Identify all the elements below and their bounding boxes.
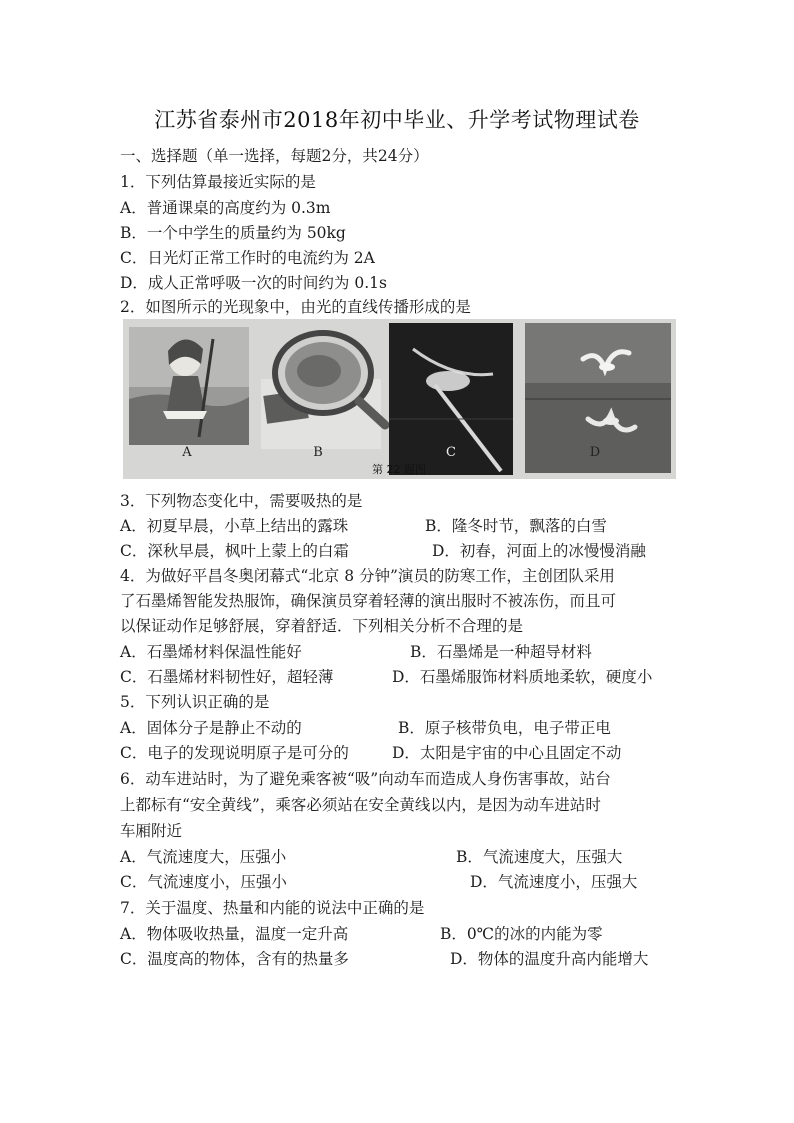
question-1-option-b: B．一个中学生的质量约为 50kg bbox=[120, 224, 346, 242]
question-6-stem-line-3: 车厢附近 bbox=[120, 822, 183, 840]
question-7-option-b: B．0℃的冰的内能为零 bbox=[440, 925, 603, 943]
question-3-option-b: B．隆冬时节，飘落的白雪 bbox=[425, 517, 607, 535]
question-5-row-1 bbox=[120, 718, 611, 738]
question-4-option-d: D．石墨烯服饰材料质地柔软，硬度小 bbox=[392, 668, 653, 686]
question-3-option-a: A．初夏早晨，小草上结出的露珠 bbox=[120, 517, 349, 535]
question-6-option-d: D．气流速度小，压强大 bbox=[470, 873, 638, 891]
page-title: 江苏省泰州市2018年初中毕业、升学考试物理试卷 bbox=[154, 108, 640, 132]
question-5-option-a: A．固体分子是静止不动的 bbox=[120, 719, 302, 737]
question-7-row-1 bbox=[120, 924, 603, 944]
question-1-stem: 1．下列估算最接近实际的是 bbox=[120, 173, 316, 191]
figure-label-a: A bbox=[182, 445, 192, 460]
question-3-option-d: D．初春，河面上的冰慢慢消融 bbox=[432, 542, 646, 560]
question-6-stem-line-2: 上都标有“安全黄线”，乘客必须站在安全黄线以内，是因为动车进站时 bbox=[120, 796, 601, 814]
photo-a-reflection bbox=[129, 327, 249, 445]
question-6-option-a: A．气流速度大，压强小 bbox=[120, 848, 287, 866]
question-7-stem: 7．关于温度、热量和内能的说法中正确的是 bbox=[120, 899, 425, 917]
question-4-stem-line-2: 了石墨烯智能发热服饰，确保演员穿着轻薄的演出服时不被冻伤，而且可 bbox=[120, 592, 617, 610]
question-2-stem: 2．如图所示的光现象中，由光的直线传播形成的是 bbox=[120, 298, 471, 316]
question-5-option-b: B．原子核带负电，电子带正电 bbox=[398, 719, 611, 737]
question-6-row-2 bbox=[120, 872, 638, 892]
question-7-row-2 bbox=[120, 949, 649, 969]
question-4-option-b: B．石墨烯是一种超导材料 bbox=[410, 643, 592, 661]
question-4-row-2 bbox=[120, 667, 653, 687]
figure-label-c: C bbox=[446, 445, 456, 460]
question-7-option-d: D．物体的温度升高内能增大 bbox=[450, 950, 649, 968]
question-7-option-c: C．温度高的物体，含有的热量多 bbox=[120, 950, 349, 968]
question-5-option-d: D．太阳是宇宙的中心且固定不动 bbox=[392, 744, 622, 762]
question-6-row-1 bbox=[120, 847, 623, 867]
question-3-row-2 bbox=[120, 541, 646, 561]
question-6-stem-line-1: 6．动车进站时，为了避免乘客被“吸”向动车而造成人身伤害事故，站台 bbox=[120, 770, 611, 788]
figure-label-d: D bbox=[589, 445, 601, 460]
question-4-option-c: C．石墨烯材料韧性好，超轻薄 bbox=[120, 668, 334, 686]
question-3-option-c: C．深秋早晨，枫叶上蒙上的白霜 bbox=[120, 542, 349, 560]
question-4-row-1 bbox=[120, 642, 592, 662]
question-1-option-a: A．普通课桌的高度约为 0.3m bbox=[120, 199, 331, 217]
question-2-figure bbox=[123, 319, 676, 479]
question-6-option-b: B．气流速度大，压强大 bbox=[456, 848, 623, 866]
question-7-option-a: A．物体吸收热量，温度一定升高 bbox=[120, 925, 349, 943]
question-1-option-c: C．日光灯正常工作时的电流约为 2A bbox=[120, 249, 375, 267]
light-phenomena-photos bbox=[123, 319, 676, 479]
question-5-option-c: C．电子的发现说明原子是可分的 bbox=[120, 744, 349, 762]
question-6-option-c: C．气流速度小，压强小 bbox=[120, 873, 287, 891]
figure-caption: 第 22 题图 bbox=[372, 463, 426, 476]
figure-label-b: B bbox=[313, 445, 323, 460]
question-5-row-2 bbox=[120, 743, 622, 763]
question-4-stem-line-1: 4．为做好平昌冬奥闭幕式“北京 8 分钟”演员的防寒工作，主创团队采用 bbox=[120, 567, 615, 585]
question-3-stem: 3．下列物态变化中，需要吸热的是 bbox=[120, 492, 363, 510]
photo-b-magnifier bbox=[261, 333, 385, 449]
section-heading: 一、选择题（单一选择，每题2分，共24分） bbox=[120, 147, 429, 165]
question-4-stem-line-3: 以保证动作足够舒展，穿着舒适．下列相关分析不合理的是 bbox=[120, 617, 524, 635]
question-1-option-d: D．成人正常呼吸一次的时间约为 0.1s bbox=[120, 274, 387, 292]
question-4-option-a: A．石墨烯材料保温性能好 bbox=[120, 643, 302, 661]
question-5-stem: 5．下列认识正确的是 bbox=[120, 693, 270, 711]
question-3-row-1 bbox=[120, 516, 607, 536]
